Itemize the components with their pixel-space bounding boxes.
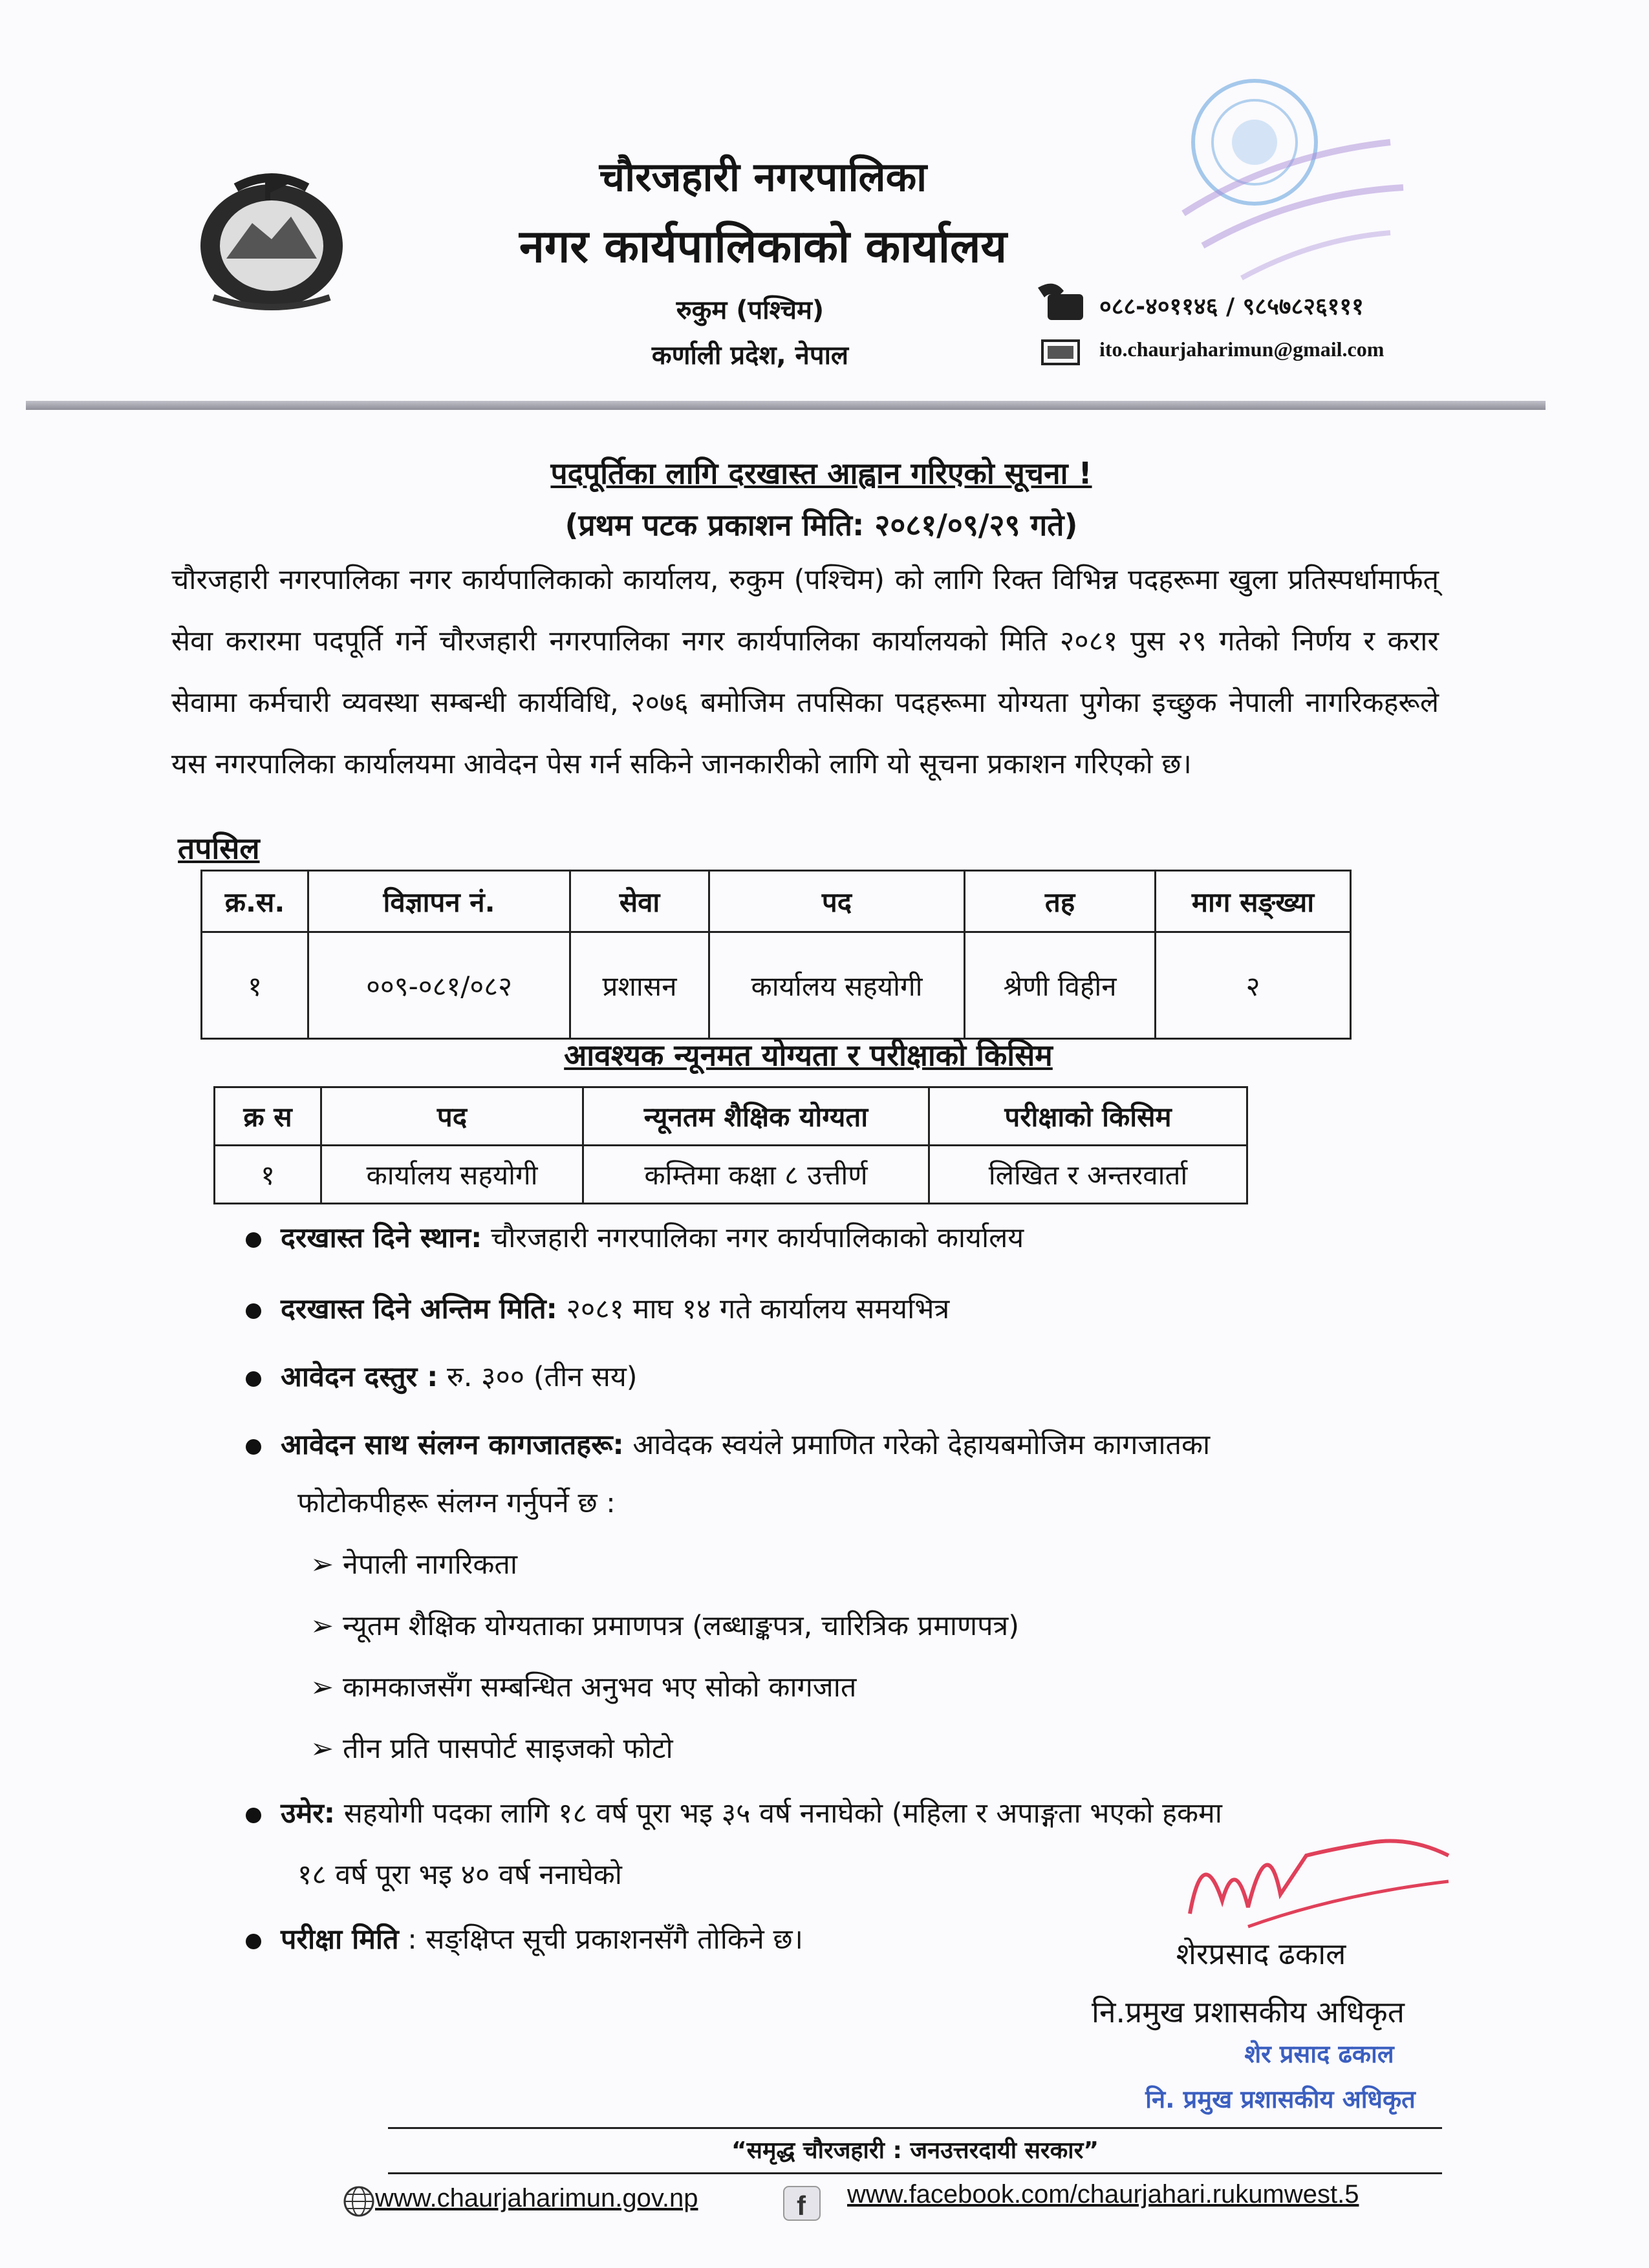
bullet-icon bbox=[246, 1303, 261, 1319]
header-province: कर्णाली प्रदेश, नेपाल bbox=[651, 341, 849, 370]
stamp-name: शेर प्रसाद ढकाल bbox=[1244, 2040, 1394, 2068]
vacancy-table bbox=[200, 870, 1352, 1040]
doc-item: ➢ नेपाली नागरिकता bbox=[310, 1548, 518, 1581]
doc-item: ➢ कामकाजसँग सम्बन्धित अनुभव भए सोको कागजात bbox=[310, 1671, 857, 1704]
table-header: पद bbox=[321, 1087, 583, 1146]
footer-divider-top bbox=[388, 2127, 1442, 2129]
nepal-emblem-icon bbox=[175, 162, 369, 317]
header-title-office: नगर कार्यपालिकाको कार्यालय bbox=[519, 220, 1008, 273]
bullet-icon bbox=[246, 1232, 261, 1248]
tapasil-heading: तपसिल bbox=[178, 831, 260, 866]
table-cell: २ bbox=[1156, 932, 1351, 1039]
table-cell: कार्यालय सहयोगी bbox=[321, 1146, 583, 1204]
table-cell: प्रशासन bbox=[570, 932, 709, 1039]
notice-subtitle: (प्रथम पटक प्रकाशन मिति: २०८१/०९/२९ गते) bbox=[565, 508, 1078, 542]
bullet-age: उमेर: सहयोगी पदका लागि १८ वर्ष पूरा भइ ३५ वर्ष ननाघेको (महिला र अपाङ्गता भएको हकमा bbox=[246, 1784, 1500, 1843]
notice-title: पदपूर्तिका लागि दरखास्त आह्वान गरिएको सूचना ! bbox=[550, 456, 1092, 491]
footer-divider-bottom bbox=[388, 2172, 1442, 2174]
table-cell: १ bbox=[202, 932, 308, 1039]
table-cell: कम्तिमा कक्षा ८ उत्तीर्ण bbox=[583, 1146, 929, 1204]
stamp-title: नि. प्रमुख प्रशासकीय अधिकृत bbox=[1145, 2085, 1416, 2113]
bullet-exam-date: परीक्षा मिति : सङ्क्षिप्त सूची प्रकाशनसँगै तोकिने छ। bbox=[246, 1910, 1086, 1969]
age-continuation: १८ वर्ष पूरा भइ ४० वर्ष ननाघेको bbox=[297, 1859, 622, 1891]
table-row bbox=[202, 932, 1351, 1039]
header-title-municipality: चौरजहारी नगरपालिका bbox=[599, 153, 927, 200]
facebook-icon bbox=[782, 2185, 821, 2221]
globe-icon bbox=[343, 2185, 375, 2218]
signatory-name: शेरप्रसाद ढकाल bbox=[1176, 1936, 1346, 1971]
arrow-icon: ➢ bbox=[310, 1610, 334, 1642]
header-district: रुकुम (पश्चिम) bbox=[676, 295, 824, 325]
table-cell: १ bbox=[215, 1146, 321, 1204]
table-cell: कार्यालय सहयोगी bbox=[709, 932, 965, 1039]
table-cell: श्रेणी विहीन bbox=[965, 932, 1156, 1039]
bullet-documents: आवेदन साथ संलग्न कागजातहरू: आवेदक स्वयंले प्रमाणित गरेको देहायबमोजिम कागजातका bbox=[246, 1416, 1474, 1474]
municipality-stamp-icon bbox=[1145, 65, 1416, 297]
qualification-table bbox=[213, 1086, 1248, 1204]
table-cell: लिखित र अन्तरवार्ता bbox=[929, 1146, 1247, 1204]
qualification-heading: आवश्यक न्यूनमत योग्यता र परीक्षाको किसिम bbox=[564, 1038, 1053, 1073]
footer-motto: “समृद्ध चौरजहारी : जनउत्तरदायी सरकार” bbox=[731, 2137, 1099, 2164]
email-icon bbox=[1041, 339, 1080, 365]
bullet-place: दरखास्त दिने स्थान: चौरजहारी नगरपालिका नगर कार्यपालिकाको कार्यालय bbox=[246, 1209, 1474, 1267]
doc-item: ➢ तीन प्रति पासपोर्ट साइजको फोटो bbox=[310, 1733, 673, 1765]
notice-body: चौरजहारी नगरपालिका नगर कार्यपालिकाको कार्यालय, रुकुम (पश्चिम) को लागि रिक्त विभिन्न पदहरूमा खुला प्रतिस्पर्धामार्फत् सेवा करारमा पदपूर्ति गर्ने चौरजहारी नगरपालिका नगर कार्यपालिका कार्यालयको मिति २०८१ पुस २९ गतेको निर्णय र करार सेवामा कर्मचारी व्यवस्था सम्बन्धी कार्यविधि, २०७६ बमोजिम तपसिका पदहरूमा योग्यता पुगेका इच्छुक नेपाली नागरिकहरूले यस नगरपालिका कार्यालयमा आवेदन पेस गर्न सकिने जानकारीको लागि यो सूचना प्रकाशन गरिएको छ। bbox=[171, 564, 1439, 780]
table-header: क्र.स. bbox=[202, 871, 308, 932]
table-header: विज्ञापन नं. bbox=[308, 871, 570, 932]
table-header-row bbox=[202, 871, 1351, 932]
table-header: पद bbox=[709, 871, 965, 932]
arrow-icon: ➢ bbox=[310, 1548, 334, 1581]
header-email: ito.chaurjaharimun@gmail.com bbox=[1099, 337, 1385, 361]
table-header: माग सङ्ख्या bbox=[1156, 871, 1351, 932]
bullet-icon bbox=[246, 1439, 261, 1455]
svg-text:f: f bbox=[797, 2190, 806, 2221]
signatory-title: नि.प्रमुख प्रशासकीय अधिकृत bbox=[1092, 1995, 1405, 2029]
bullet-deadline: दरखास्त दिने अन्तिम मिति: २०८१ माघ १४ गते कार्यालय समयभित्र bbox=[246, 1280, 1474, 1338]
table-header: परीक्षाको किसिम bbox=[929, 1087, 1247, 1146]
bullet-icon bbox=[246, 1808, 261, 1823]
facebook-link[interactable]: www.facebook.com/chaurjahari.rukumwest.5 bbox=[847, 2180, 1359, 2209]
table-header: न्यूनतम शैक्षिक योग्यता bbox=[583, 1087, 929, 1146]
table-header: तह bbox=[965, 871, 1156, 932]
header-divider bbox=[26, 401, 1546, 410]
bullet-icon bbox=[246, 1371, 261, 1387]
arrow-icon: ➢ bbox=[310, 1733, 334, 1765]
table-cell: ००९-०८१/०८२ bbox=[308, 932, 570, 1039]
table-row bbox=[215, 1146, 1247, 1204]
header-phone: ०८८-४०११४६ / ९८५७८२६१११ bbox=[1099, 294, 1364, 320]
signature-icon bbox=[1177, 1817, 1461, 1946]
table-header: क्र स bbox=[215, 1087, 321, 1146]
bullet-icon bbox=[246, 1934, 261, 1949]
arrow-icon: ➢ bbox=[310, 1671, 334, 1704]
doc-item: ➢ न्यूतम शैक्षिक योग्यताका प्रमाणपत्र (लब्धाङ्कपत्र, चारित्रिक प्रमाणपत्र) bbox=[310, 1610, 1020, 1642]
documents-continuation: फोटोकपीहरू संलग्न गर्नुपर्ने छ : bbox=[297, 1487, 616, 1519]
bullet-fee: आवेदन दस्तुर : रु. ३०० (तीन सय) bbox=[246, 1348, 1474, 1406]
table-header-row bbox=[215, 1087, 1247, 1146]
table-header: सेवा bbox=[570, 871, 709, 932]
website-link[interactable]: www.chaurjaharimun.gov.np bbox=[375, 2184, 698, 2212]
telephone-icon bbox=[1035, 278, 1086, 323]
